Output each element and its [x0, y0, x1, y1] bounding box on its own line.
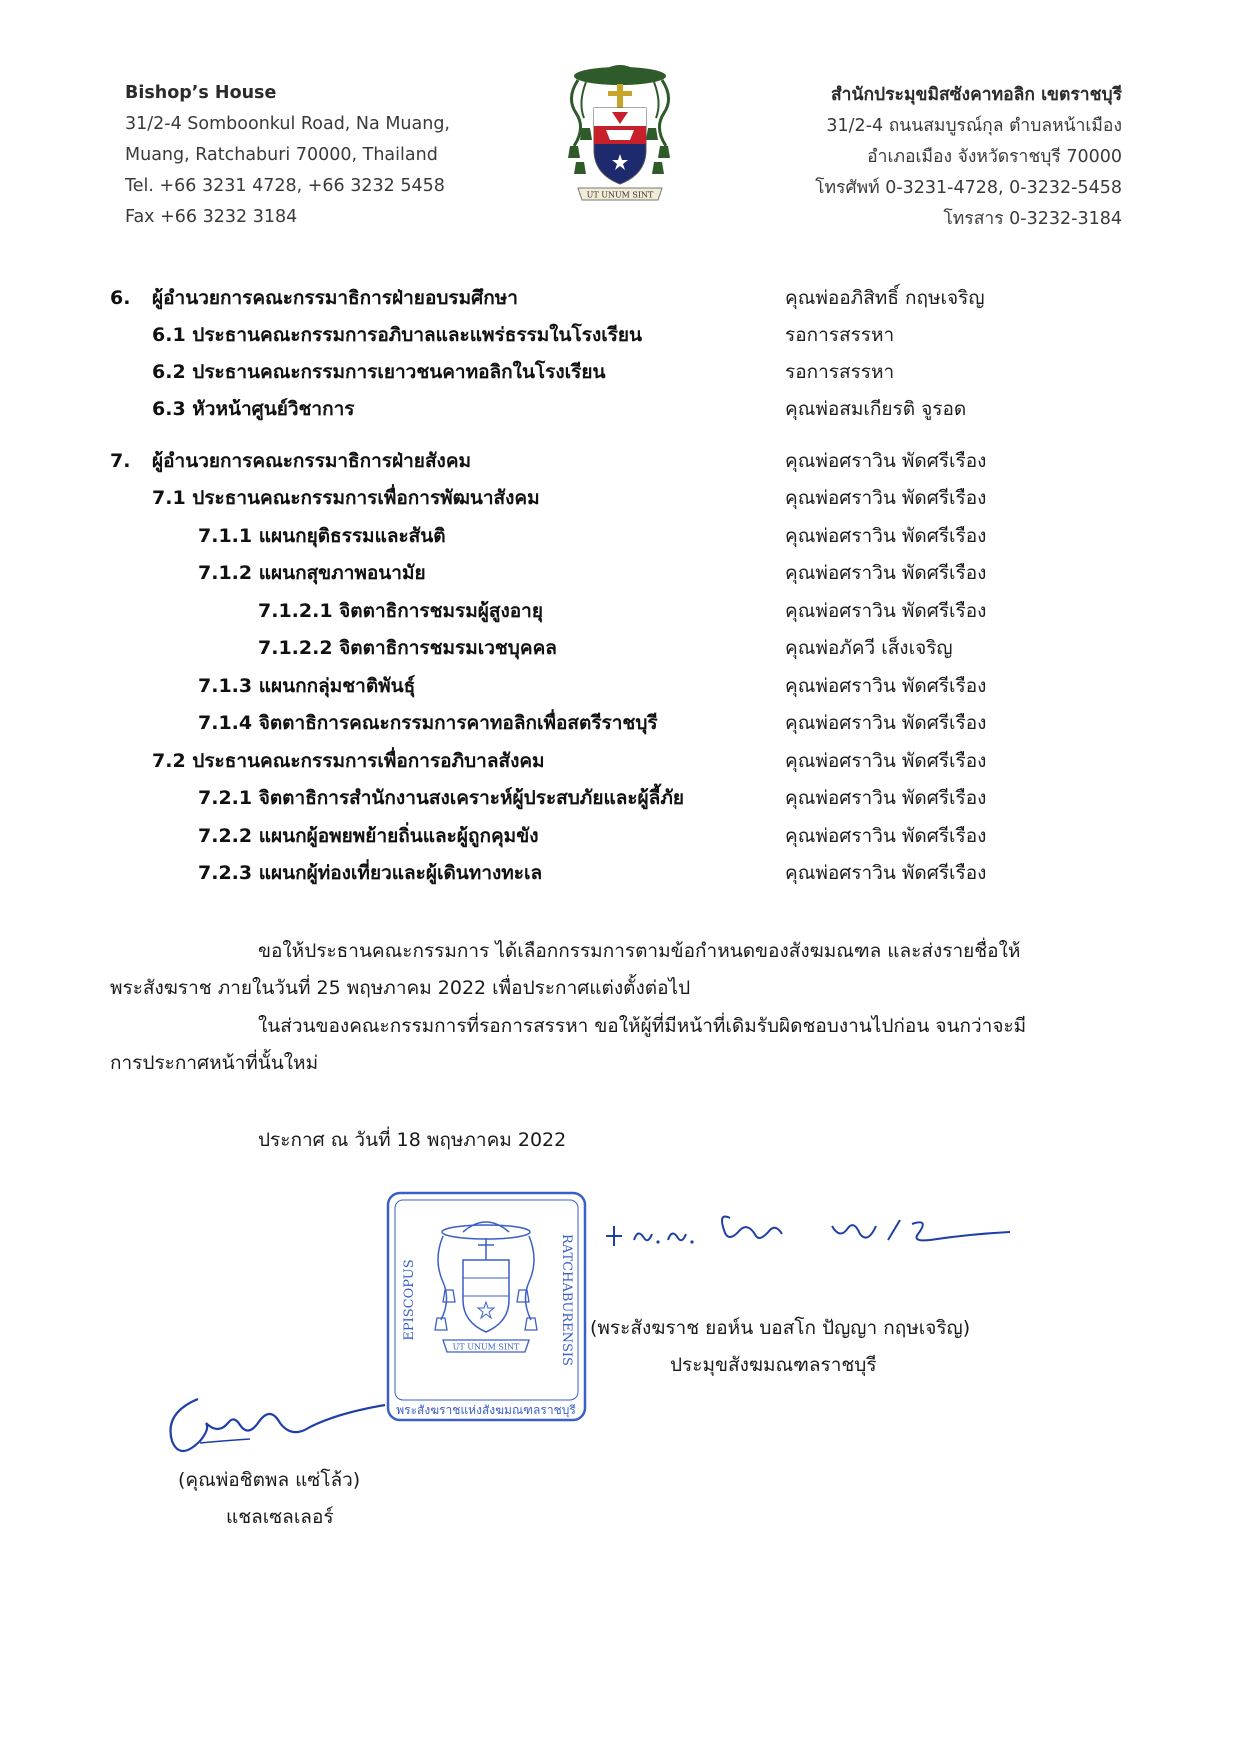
stamp-right-text: RATCHABURENSIS	[559, 1234, 574, 1366]
org-name-en: Bishop’s House	[125, 83, 277, 103]
item-label: 7.1.2 แผนกสุขภาพอนามัย	[198, 562, 426, 584]
paragraph-1-line-2: พระสังฆราช ภายในวันที่ 25 พฤษภาคม 2022 เพื่อประกาศแต่งตั้งต่อไป	[110, 977, 691, 999]
item-value: คุณพ่อศราวิน พัดศรีเรือง	[785, 825, 987, 847]
address-line-2-en: Muang, Ratchaburi 70000, Thailand	[125, 145, 438, 165]
chancellor-name: (คุณพ่อชิตพล แซ่โล้ว)	[178, 1469, 361, 1491]
item-label: 6.1 ประธานคณะกรรมการอภิบาลและแพร่ธรรมในโรงเรียน	[152, 324, 643, 346]
item-label: 7.2.2 แผนกผู้อพยพย้ายถิ่นและผู้ถูกคุมขัง	[198, 825, 539, 847]
item-label: 7.1.2.1 จิตตาธิการชมรมผู้สูงอายุ	[258, 600, 543, 622]
item-label: 7.1.4 จิตตาธิการคณะกรรมการคาทอลิกเพื่อสตรีราชบุรี	[198, 712, 658, 734]
item-value: คุณพ่อศราวิน พัดศรีเรือง	[785, 600, 987, 622]
item-value: คุณพ่อศราวิน พัดศรีเรือง	[785, 450, 987, 472]
item-label: 6.3 หัวหน้าศูนย์วิชาการ	[152, 398, 355, 420]
official-seal-stamp	[385, 1190, 588, 1423]
stamp-left-text: EPISCOPUS	[402, 1259, 417, 1341]
item-label: 6.2 ประธานคณะกรรมการเยาวชนคาทอลิกในโรงเรียน	[152, 361, 606, 383]
item-number: 7.	[110, 450, 131, 472]
item-value: คุณพ่อภัควี เส็งเจริญ	[785, 637, 953, 659]
item-value: คุณพ่อสมเกียรติ จูรอด	[785, 398, 967, 420]
item-value: คุณพ่ออภิสิทธิ์ กฤษเจริญ	[785, 287, 985, 309]
item-label: 7.1 ประธานคณะกรรมการเพื่อการพัฒนาสังคม	[152, 487, 540, 509]
tel-en: Tel. +66 3231 4728, +66 3232 5458	[125, 176, 445, 196]
chancellor-title: แชลเซลเลอร์	[226, 1506, 334, 1528]
item-value: คุณพ่อศราวิน พัดศรีเรือง	[785, 675, 987, 697]
item-value: คุณพ่อศราวิน พัดศรีเรือง	[785, 487, 987, 509]
tel-th: โทรศัพท์ 0-3231-4728, 0-3232-5458	[815, 178, 1122, 198]
item-value: คุณพ่อศราวิน พัดศรีเรือง	[785, 562, 987, 584]
address-line-1-th: 31/2-4 ถนนสมบูรณ์กุล ตำบลหน้าเมือง	[826, 116, 1122, 136]
item-label: ผู้อำนวยการคณะกรรมาธิการฝ่ายสังคม	[152, 450, 472, 472]
item-value: คุณพ่อศราวิน พัดศรีเรือง	[785, 787, 987, 809]
chancellor-signature	[160, 1383, 390, 1463]
item-label: 7.2.1 จิตตาธิการสำนักงานสงเคราะห์ผู้ประสบภัยและผู้ลี้ภัย	[198, 787, 684, 809]
announcement-date: ประกาศ ณ วันที่ 18 พฤษภาคม 2022	[258, 1129, 567, 1151]
bishop-signature	[600, 1200, 1020, 1260]
paragraph-1-line-1: ขอให้ประธานคณะกรรมการ ได้เลือกกรรมการตามข้อกำหนดของสังฆมณฑล และส่งรายชื่อให้	[258, 940, 1021, 962]
item-label: 7.1.2.2 จิตตาธิการชมรมเวชบุคคล	[258, 637, 557, 659]
org-name-th: สำนักประมุขมิสซังคาทอลิก เขตราชบุรี	[830, 85, 1122, 105]
bishop-name: (พระสังฆราช ยอห์น บอสโก ปัญญา กฤษเจริญ)	[590, 1317, 971, 1339]
header-right-address	[815, 80, 1122, 235]
item-value: รอการสรรหา	[785, 324, 895, 346]
paragraph-2-line-2: การประกาศหน้าที่นั้นใหม่	[110, 1052, 319, 1074]
item-label: 7.2 ประธานคณะกรรมการเพื่อการอภิบาลสังคม	[152, 750, 545, 772]
header-left-address	[125, 78, 450, 233]
fax-th: โทรสาร 0-3232-3184	[943, 209, 1122, 229]
item-value: คุณพ่อศราวิน พัดศรีเรือง	[785, 750, 987, 772]
stamp-bottom-text: พระสังฆราชแห่งสังฆมณฑลราชบุรี	[396, 1403, 576, 1417]
bishop-title: ประมุขสังฆมณฑลราชบุรี	[670, 1354, 877, 1376]
item-label: 7.1.3 แผนกกลุ่มชาติพันธุ์	[198, 675, 416, 697]
stamp-motto: UT UNUM SINT	[452, 1342, 520, 1352]
fax-en: Fax +66 3232 3184	[125, 207, 298, 227]
coat-of-arms-icon	[556, 58, 684, 208]
item-value: รอการสรรหา	[785, 361, 895, 383]
item-value: คุณพ่อศราวิน พัดศรีเรือง	[785, 712, 987, 734]
paragraph-2-line-1: ในส่วนของคณะกรรมการที่รอการสรรหา ขอให้ผู้ที่มีหน้าที่เดิมรับผิดชอบงานไปก่อน จนกว่าจะมี	[258, 1015, 1027, 1037]
item-value: คุณพ่อศราวิน พัดศรีเรือง	[785, 525, 987, 547]
crest-motto: UT UNUM SINT	[586, 190, 654, 200]
address-line-2-th: อำเภอเมือง จังหวัดราชบุรี 70000	[867, 147, 1122, 167]
item-label: 7.1.1 แผนกยุติธรรมและสันติ	[198, 525, 446, 547]
item-number: 6.	[110, 287, 131, 309]
item-label: 7.2.3 แผนกผู้ท่องเที่ยวและผู้เดินทางทะเล	[198, 862, 543, 884]
address-line-1-en: 31/2-4 Somboonkul Road, Na Muang,	[125, 114, 450, 134]
item-value: คุณพ่อศราวิน พัดศรีเรือง	[785, 862, 987, 884]
item-label: ผู้อำนวยการคณะกรรมาธิการฝ่ายอบรมศึกษา	[152, 287, 518, 309]
